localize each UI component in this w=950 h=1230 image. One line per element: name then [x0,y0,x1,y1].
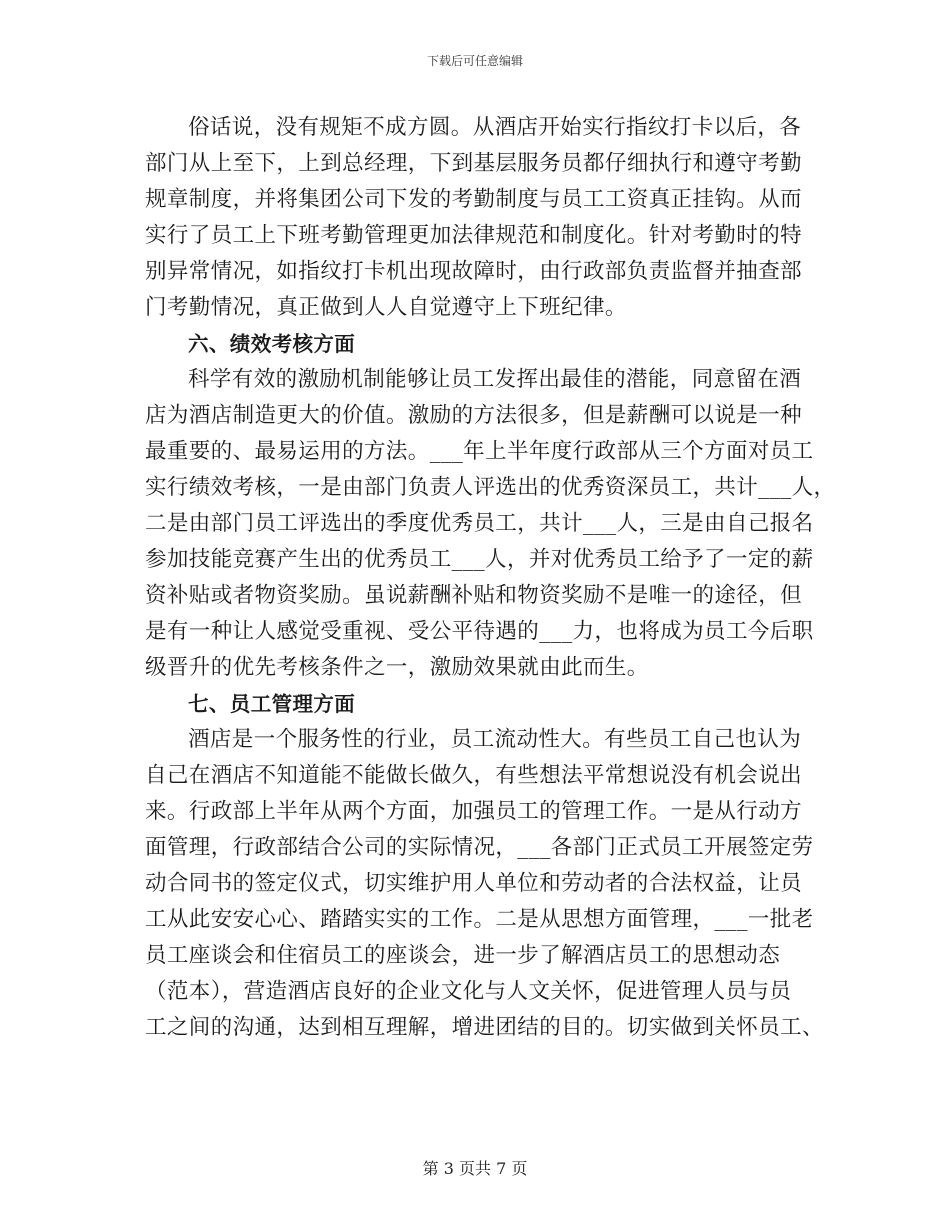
paragraph-line: 科学有效的激励机制能够让员工发挥出最佳的潜能，同意留在酒 [188,367,802,392]
paragraph-line: 二是由部门员工评选出的季度优秀员工，共计___人，三是由自己报名 [145,511,814,536]
paragraph-line: 来。行政部上半年从两个方面，加强员工的管理工作。一是从行动方 [145,799,803,824]
paragraph-line: 级晋升的优先考核条件之一，激励效果就由此而生。 [145,655,649,680]
paragraph-line: 最重要的、最易运用的方法。___年上半年度行政部从三个方面对员工 [145,439,814,464]
paragraph-line: 资补贴或者物资奖励。虽说薪酬补贴和物资奖励不是唯一的途径，但 [145,583,803,608]
page-header: 下载后可任意编辑 [426,54,523,68]
paragraph-line: 动合同书的签定仪式，切实维护用人单位和劳动者的合法权益，让员 [145,871,803,896]
paragraph-line: 实行绩效考核，一是由部门负责人评选出的优秀资深员工，共计___人， [145,475,836,500]
paragraph-line: 规章制度，并将集团公司下发的考勤制度与员工工资真正挂钩。从而 [145,187,803,212]
paragraph-line: （范本），营造酒店良好的企业文化与人文关怀，促进管理人员与员 [145,979,792,1004]
paragraph-line: 俗话说，没有规矩不成方圆。从酒店开始实行指纹打卡以后，各 [188,115,802,140]
paragraph-line: 工之间的沟通，达到相互理解，增进团结的目的。切实做到关怀员工、 [145,1015,824,1040]
paragraph-line: 店为酒店制造更大的价值。激励的方法很多，但是薪酬可以说是一种 [145,403,803,428]
paragraph-line: 自己在酒店不知道能不能做长做久，有些想法平常想说没有机会说出 [145,763,803,788]
paragraph-line: 部门从上至下，上到总经理，下到基层服务员都仔细执行和遵守考勤 [145,151,803,176]
paragraph-line: 别异常情况，如指纹打卡机出现故障时，由行政部负责监督并抽查部 [145,259,803,284]
paragraph-line: 门考勤情况，真正做到人人自觉遵守上下班纪律。 [145,295,627,320]
paragraph-line: 实行了员工上下班考勤管理更加法律规范和制度化。针对考勤时的特 [145,223,803,248]
paragraph-line: 员工座谈会和住宿员工的座谈会，进一步了解酒店员工的思想动态 [145,943,781,968]
paragraph-line: 参加技能竞赛产生出的优秀员工___人，并对优秀员工给予了一定的薪 [145,547,814,572]
paragraph-line: 工从此安安心心、踏踏实实的工作。二是从思想方面管理，___一批老 [145,907,814,932]
page-footer: 第 3 页共 7 页 [422,1159,528,1178]
paragraph-line: 是有一种让人感觉受重视、受公平待遇的___力，也将成为员工今后职 [145,619,814,644]
section-heading: 六、绩效考核方面 [188,332,356,356]
paragraph-line: 酒店是一个服务性的行业，员工流动性大。有些员工自己也认为 [188,727,802,752]
document-body [145,110,836,1046]
paragraph-line: 面管理，行政部结合公司的实际情况，___各部门正式员工开展签定劳 [145,835,814,860]
section-heading: 七、员工管理方面 [188,692,356,716]
